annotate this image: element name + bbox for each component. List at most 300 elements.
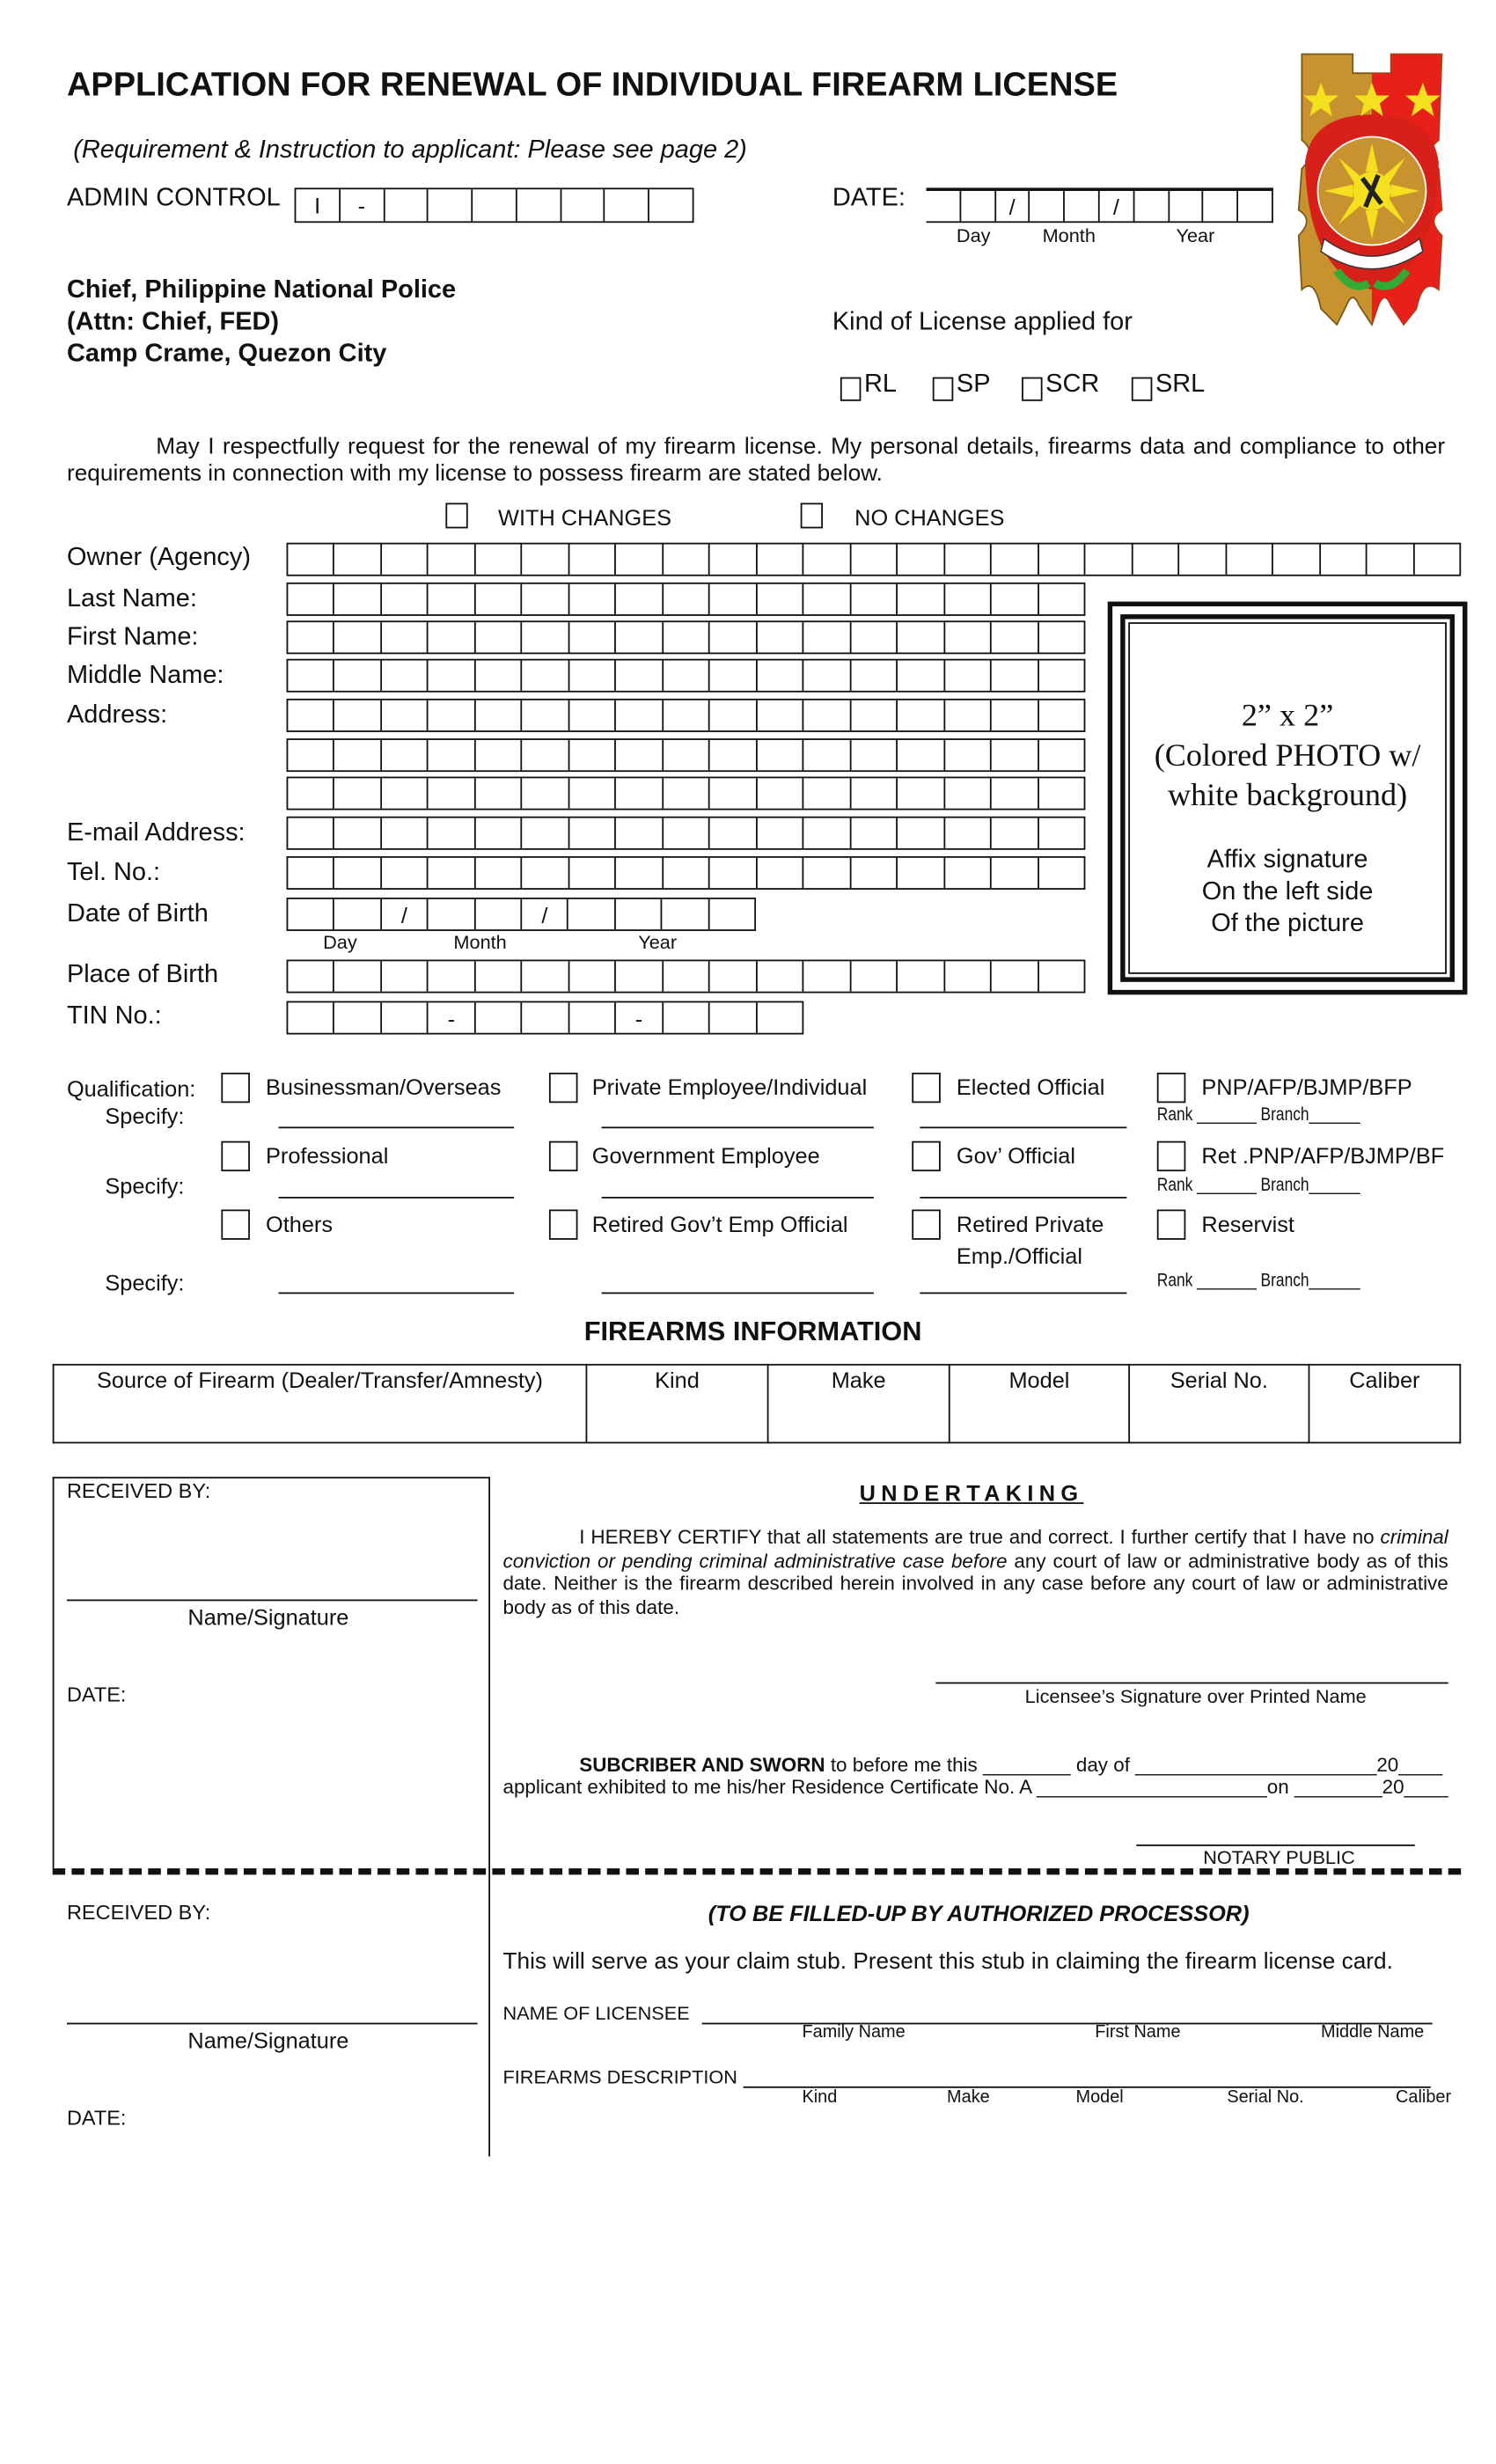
grid-cell[interactable] bbox=[568, 661, 614, 691]
grid-cell[interactable] bbox=[427, 961, 473, 991]
grid-cell[interactable] bbox=[288, 584, 333, 614]
addressee-line-1: Chief, Philippine National Police bbox=[66, 276, 457, 304]
specify-line[interactable] bbox=[278, 1197, 514, 1199]
grid-cell[interactable] bbox=[943, 961, 990, 991]
grid-cell[interactable] bbox=[896, 622, 942, 652]
grid-cell[interactable] bbox=[615, 700, 662, 730]
grid-cell[interactable] bbox=[803, 778, 849, 808]
grid-cell[interactable] bbox=[474, 858, 521, 888]
grid-cell[interactable] bbox=[1225, 545, 1272, 575]
grid-cell[interactable] bbox=[568, 961, 614, 991]
grid-cell[interactable] bbox=[708, 961, 755, 991]
grid-cell[interactable] bbox=[803, 961, 849, 991]
grid-cell[interactable]: I bbox=[314, 192, 321, 218]
grid-cell[interactable] bbox=[896, 858, 942, 888]
col-kind: Kind bbox=[586, 1365, 767, 1443]
grid-cell[interactable] bbox=[943, 622, 990, 652]
grid-cell[interactable] bbox=[380, 961, 427, 991]
grid-cell[interactable] bbox=[943, 778, 990, 808]
grid-cell[interactable] bbox=[990, 740, 1037, 770]
grid-cell[interactable] bbox=[427, 189, 471, 221]
grid-cell[interactable] bbox=[803, 661, 849, 691]
address-field-line-1[interactable] bbox=[287, 699, 1086, 732]
qualification-checkbox[interactable] bbox=[1157, 1209, 1186, 1239]
grid-cell[interactable] bbox=[334, 661, 380, 691]
grid-cell[interactable] bbox=[615, 661, 662, 691]
first-name-field[interactable] bbox=[287, 620, 1086, 654]
grid-cell[interactable] bbox=[897, 545, 943, 575]
grid-cell[interactable] bbox=[1319, 545, 1366, 575]
grid-cell[interactable] bbox=[943, 818, 990, 848]
grid-cell[interactable] bbox=[568, 1002, 614, 1032]
rank-branch-field[interactable]: Rank _______ Branch______ bbox=[1156, 1172, 1360, 1196]
grid-cell[interactable] bbox=[849, 961, 896, 991]
grid-cell[interactable] bbox=[849, 858, 896, 888]
stub-received-by-label: RECEIVED BY: bbox=[66, 1900, 211, 1925]
grid-cell[interactable] bbox=[473, 899, 520, 929]
qualification-option-label: Businessman/Overseas bbox=[266, 1074, 502, 1100]
specify-line[interactable] bbox=[602, 1126, 874, 1128]
addressee-line-3: Camp Crame, Quezon City bbox=[66, 341, 387, 368]
grid-cell[interactable] bbox=[334, 584, 380, 614]
grid-cell[interactable] bbox=[615, 778, 662, 808]
grid-cell[interactable] bbox=[662, 661, 708, 691]
grid-cell[interactable] bbox=[662, 818, 708, 848]
grid-cell[interactable] bbox=[615, 961, 662, 991]
grid-cell[interactable]: - bbox=[427, 1002, 473, 1032]
grid-cell[interactable] bbox=[662, 778, 708, 808]
grid-cell[interactable] bbox=[708, 858, 755, 888]
tel-label: Tel. No.: bbox=[66, 859, 161, 887]
grid-cell[interactable] bbox=[849, 740, 896, 770]
specify-line[interactable] bbox=[920, 1293, 1126, 1294]
email-field[interactable] bbox=[287, 817, 1086, 850]
stub-signature-line[interactable] bbox=[67, 2023, 478, 2025]
grid-cell[interactable] bbox=[1038, 545, 1084, 575]
grid-cell[interactable] bbox=[959, 191, 994, 221]
signature-note-2: On the left side bbox=[1201, 878, 1374, 906]
grid-cell[interactable] bbox=[568, 818, 614, 848]
grid-cell[interactable] bbox=[288, 545, 334, 575]
rl-checkbox[interactable] bbox=[840, 378, 862, 401]
grid-cell[interactable] bbox=[472, 189, 516, 221]
dob-field[interactable] bbox=[287, 898, 757, 931]
grid-cell[interactable] bbox=[427, 858, 473, 888]
grid-cell[interactable] bbox=[990, 858, 1037, 888]
grid-cell[interactable] bbox=[521, 818, 568, 848]
grid-cell[interactable] bbox=[288, 778, 333, 808]
grid-cell[interactable] bbox=[1037, 622, 1083, 652]
grid-cell[interactable] bbox=[1412, 545, 1459, 575]
grid-cell[interactable] bbox=[1037, 740, 1083, 770]
grid-cell[interactable] bbox=[427, 778, 473, 808]
grid-cell[interactable] bbox=[474, 740, 521, 770]
grid-cell[interactable] bbox=[849, 818, 896, 848]
grid-cell[interactable] bbox=[662, 858, 708, 888]
specify-line[interactable] bbox=[278, 1293, 514, 1294]
grid-cell[interactable]: / bbox=[994, 191, 1029, 221]
grid-cell[interactable] bbox=[803, 584, 849, 614]
grid-cell[interactable] bbox=[427, 622, 473, 652]
grid-cell[interactable] bbox=[380, 622, 427, 652]
grid-cell[interactable] bbox=[849, 584, 896, 614]
grid-cell[interactable] bbox=[943, 545, 990, 575]
received-signature-line[interactable] bbox=[67, 1600, 478, 1602]
cut-line bbox=[53, 1868, 1462, 1874]
sworn-line-2: applicant exhibited to me his/her Residence Certificate No. A _____________________on ________20____ bbox=[502, 1776, 1448, 1799]
grid-cell[interactable] bbox=[661, 899, 708, 929]
grid-cell[interactable] bbox=[755, 778, 802, 808]
grid-cell[interactable] bbox=[288, 961, 333, 991]
grid-cell[interactable] bbox=[943, 661, 990, 691]
address-field-line-3[interactable] bbox=[287, 777, 1086, 810]
grid-cell[interactable] bbox=[708, 661, 755, 691]
grid-cell[interactable] bbox=[474, 545, 521, 575]
last-name-field[interactable] bbox=[287, 583, 1086, 616]
grid-cell[interactable] bbox=[1037, 961, 1083, 991]
grid-cell[interactable] bbox=[604, 189, 648, 221]
grid-cell[interactable] bbox=[1037, 661, 1083, 691]
specify-line[interactable] bbox=[278, 1126, 514, 1128]
grid-cell[interactable] bbox=[1178, 545, 1225, 575]
grid-cell[interactable]: / bbox=[520, 899, 567, 929]
grid-cell[interactable] bbox=[288, 858, 333, 888]
grid-cell[interactable] bbox=[1063, 191, 1097, 221]
tin-field[interactable] bbox=[287, 1001, 804, 1035]
grid-cell[interactable] bbox=[427, 899, 473, 929]
undertaking-text-italic: criminal conviction or pending criminal administrative case before bbox=[502, 1526, 1448, 1573]
grid-cell[interactable] bbox=[521, 584, 568, 614]
grid-cell[interactable] bbox=[662, 740, 708, 770]
grid-cell[interactable] bbox=[943, 740, 990, 770]
grid-cell[interactable] bbox=[560, 189, 604, 221]
licensee-signature-line[interactable] bbox=[935, 1683, 1448, 1684]
sp-checkbox[interactable] bbox=[933, 378, 954, 401]
grid-cell[interactable] bbox=[896, 584, 942, 614]
grid-cell[interactable] bbox=[849, 778, 896, 808]
grid-cell[interactable] bbox=[1366, 545, 1412, 575]
grid-cell[interactable] bbox=[755, 740, 802, 770]
qualification-option-label: PNP/AFP/BJMP/BFP bbox=[1201, 1074, 1412, 1100]
grid-cell[interactable] bbox=[943, 700, 990, 730]
grid-cell[interactable] bbox=[615, 818, 662, 848]
grid-cell[interactable] bbox=[568, 740, 614, 770]
grid-cell[interactable] bbox=[334, 622, 380, 652]
grid-cell[interactable] bbox=[896, 778, 942, 808]
date-field[interactable] bbox=[927, 187, 1273, 223]
grid-cell[interactable]: - bbox=[339, 189, 383, 221]
grid-cell[interactable] bbox=[427, 545, 473, 575]
grid-cell[interactable] bbox=[896, 661, 942, 691]
grid-cell[interactable] bbox=[521, 961, 568, 991]
grid-cell[interactable] bbox=[380, 858, 427, 888]
grid-cell[interactable] bbox=[288, 1002, 333, 1032]
grid-cell[interactable] bbox=[334, 858, 380, 888]
grid-cell[interactable] bbox=[474, 661, 521, 691]
qualification-checkbox[interactable] bbox=[549, 1141, 578, 1171]
scr-label: SCR bbox=[1045, 370, 1100, 399]
grid-cell[interactable] bbox=[755, 961, 802, 991]
rank-branch-field[interactable]: Rank _______ Branch______ bbox=[1156, 1103, 1360, 1126]
grid-cell[interactable] bbox=[568, 858, 614, 888]
grid-cell[interactable] bbox=[474, 700, 521, 730]
grid-cell[interactable] bbox=[896, 740, 942, 770]
grid-cell[interactable] bbox=[474, 584, 521, 614]
qualification-option-label: Private Employee/Individual bbox=[591, 1074, 868, 1100]
dob-month-label: Month bbox=[453, 930, 507, 954]
grid-cell[interactable] bbox=[380, 661, 427, 691]
date-day-label: Day bbox=[956, 224, 991, 247]
grid-cell[interactable] bbox=[708, 584, 755, 614]
grid-cell[interactable] bbox=[427, 661, 473, 691]
grid-cell[interactable] bbox=[803, 545, 849, 575]
owner-field[interactable] bbox=[287, 543, 1462, 576]
grid-cell[interactable] bbox=[568, 622, 614, 652]
grid-cell[interactable] bbox=[662, 700, 708, 730]
specify-line[interactable] bbox=[920, 1197, 1126, 1199]
grid-cell[interactable] bbox=[927, 191, 960, 221]
grid-cell[interactable] bbox=[803, 622, 849, 652]
grid-cell[interactable] bbox=[990, 622, 1037, 652]
grid-cell[interactable] bbox=[708, 700, 755, 730]
with-changes-checkbox[interactable] bbox=[445, 502, 467, 528]
grid-cell[interactable] bbox=[896, 700, 942, 730]
grid-cell[interactable] bbox=[1237, 191, 1272, 221]
qualification-checkbox[interactable] bbox=[221, 1209, 250, 1239]
grid-cell[interactable] bbox=[334, 545, 380, 575]
grid-cell[interactable] bbox=[849, 545, 896, 575]
grid-cell[interactable] bbox=[427, 740, 473, 770]
rl-label: RL bbox=[864, 370, 898, 399]
specify-line[interactable] bbox=[602, 1293, 874, 1294]
qualification-checkbox[interactable] bbox=[221, 1141, 250, 1171]
grid-cell[interactable] bbox=[990, 545, 1037, 575]
grid-cell[interactable] bbox=[288, 740, 333, 770]
grid-cell[interactable] bbox=[649, 189, 693, 221]
grid-cell[interactable] bbox=[334, 778, 380, 808]
grid-cell[interactable] bbox=[615, 622, 662, 652]
qualification-option-label: Government Employee bbox=[591, 1142, 820, 1169]
grid-cell[interactable] bbox=[380, 1002, 427, 1032]
grid-cell[interactable] bbox=[755, 700, 802, 730]
grid-cell[interactable] bbox=[708, 778, 755, 808]
grid-cell[interactable] bbox=[521, 1002, 568, 1032]
qualification-checkbox[interactable] bbox=[912, 1209, 941, 1239]
grid-cell[interactable] bbox=[474, 1002, 521, 1032]
col-model: Model bbox=[950, 1365, 1129, 1443]
grid-cell[interactable] bbox=[380, 778, 427, 808]
section-divider bbox=[488, 1477, 490, 2156]
qualification-checkbox[interactable] bbox=[912, 1073, 941, 1103]
grid-cell[interactable] bbox=[380, 545, 427, 575]
grid-cell[interactable] bbox=[521, 858, 568, 888]
grid-cell[interactable] bbox=[1037, 818, 1083, 848]
grid-cell[interactable] bbox=[708, 818, 755, 848]
grid-cell[interactable] bbox=[288, 818, 333, 848]
grid-cell[interactable] bbox=[708, 545, 755, 575]
grid-cell[interactable] bbox=[568, 700, 614, 730]
grid-cell[interactable] bbox=[708, 622, 755, 652]
grid-cell[interactable] bbox=[708, 1002, 755, 1032]
grid-cell[interactable] bbox=[990, 778, 1037, 808]
specify-label-3: Specify: bbox=[105, 1270, 185, 1296]
qualification-option-label: Reservist bbox=[1201, 1211, 1294, 1237]
grid-cell[interactable] bbox=[380, 700, 427, 730]
grid-cell[interactable] bbox=[380, 818, 427, 848]
grid-cell[interactable]: / bbox=[1098, 191, 1133, 221]
address-field-line-2[interactable] bbox=[287, 738, 1086, 772]
grid-cell[interactable] bbox=[1029, 191, 1063, 221]
grid-cell[interactable] bbox=[896, 961, 942, 991]
grid-cell[interactable]: - bbox=[614, 1002, 661, 1032]
grid-cell[interactable] bbox=[803, 740, 849, 770]
grid-cell[interactable] bbox=[990, 661, 1037, 691]
admin-control-label: ADMIN CONTROL bbox=[66, 184, 281, 212]
grid-cell[interactable] bbox=[943, 584, 990, 614]
grid-cell[interactable] bbox=[615, 740, 662, 770]
qualification-checkbox[interactable] bbox=[912, 1141, 941, 1171]
grid-cell[interactable] bbox=[521, 740, 568, 770]
middle-name-field[interactable] bbox=[287, 659, 1086, 693]
grid-cell[interactable] bbox=[380, 584, 427, 614]
grid-cell[interactable] bbox=[614, 899, 661, 929]
grid-cell[interactable] bbox=[755, 818, 802, 848]
grid-cell[interactable] bbox=[568, 545, 614, 575]
grid-cell[interactable] bbox=[474, 778, 521, 808]
grid-cell[interactable] bbox=[755, 584, 802, 614]
grid-cell[interactable] bbox=[1131, 545, 1177, 575]
grid-cell[interactable] bbox=[756, 545, 803, 575]
grid-cell[interactable] bbox=[334, 961, 380, 991]
grid-cell[interactable] bbox=[521, 778, 568, 808]
grid-cell[interactable] bbox=[662, 961, 708, 991]
tel-field[interactable] bbox=[287, 856, 1086, 890]
grid-cell[interactable] bbox=[288, 700, 333, 730]
grid-cell[interactable] bbox=[615, 545, 662, 575]
grid-cell[interactable] bbox=[427, 584, 473, 614]
grid-cell[interactable] bbox=[288, 661, 333, 691]
undertaking-paragraph bbox=[502, 1526, 1448, 1619]
grid-cell[interactable]: / bbox=[380, 899, 427, 929]
licensee-signature-caption: Licensee’s Signature over Printed Name bbox=[1024, 1685, 1367, 1708]
specify-line[interactable] bbox=[920, 1126, 1126, 1128]
grid-cell[interactable] bbox=[334, 740, 380, 770]
srl-checkbox[interactable] bbox=[1132, 378, 1153, 401]
grid-cell[interactable] bbox=[1037, 778, 1083, 808]
grid-cell[interactable] bbox=[803, 700, 849, 730]
stub-date-label: DATE: bbox=[66, 2105, 127, 2130]
grid-cell[interactable] bbox=[521, 545, 568, 575]
grid-cell[interactable] bbox=[568, 584, 614, 614]
specify-line[interactable] bbox=[602, 1197, 874, 1199]
grid-cell[interactable] bbox=[662, 545, 708, 575]
sworn-line-1 bbox=[502, 1754, 1442, 1776]
grid-cell[interactable] bbox=[1037, 584, 1083, 614]
grid-cell[interactable] bbox=[615, 858, 662, 888]
grid-cell[interactable] bbox=[662, 622, 708, 652]
grid-cell[interactable] bbox=[1202, 191, 1236, 221]
grid-cell[interactable] bbox=[615, 584, 662, 614]
qualification-checkbox[interactable] bbox=[221, 1073, 250, 1103]
grid-cell[interactable] bbox=[521, 661, 568, 691]
stub-note: This will serve as your claim stub. Present this stub in claiming the firearm license card. bbox=[502, 1949, 1393, 1976]
grid-cell[interactable] bbox=[474, 961, 521, 991]
photo-size: 2” x 2” bbox=[1241, 698, 1334, 734]
grid-cell[interactable] bbox=[288, 622, 333, 652]
grid-cell[interactable] bbox=[1168, 191, 1202, 221]
grid-cell[interactable] bbox=[708, 899, 754, 929]
grid-cell[interactable] bbox=[380, 740, 427, 770]
grid-cell[interactable] bbox=[803, 858, 849, 888]
photo-line-2: white background) bbox=[1167, 778, 1408, 814]
grid-cell[interactable] bbox=[849, 700, 896, 730]
grid-cell[interactable] bbox=[334, 818, 380, 848]
grid-cell[interactable] bbox=[755, 1002, 802, 1032]
grid-cell[interactable] bbox=[755, 661, 802, 691]
grid-cell[interactable] bbox=[755, 622, 802, 652]
grid-cell[interactable] bbox=[1272, 545, 1318, 575]
grid-cell[interactable] bbox=[474, 622, 521, 652]
grid-cell[interactable] bbox=[708, 740, 755, 770]
qualification-label: Qualification: bbox=[66, 1075, 196, 1102]
rank-branch-field[interactable]: Rank _______ Branch______ bbox=[1156, 1268, 1360, 1291]
grid-cell[interactable] bbox=[943, 858, 990, 888]
pob-field[interactable] bbox=[287, 960, 1086, 994]
sp-label: SP bbox=[956, 370, 991, 399]
grid-cell[interactable] bbox=[662, 1002, 708, 1032]
qualification-checkbox[interactable] bbox=[549, 1073, 578, 1103]
qualification-checkbox[interactable] bbox=[549, 1209, 578, 1239]
address-label: Address: bbox=[66, 701, 168, 730]
qualification-checkbox[interactable] bbox=[1157, 1073, 1186, 1103]
grid-cell[interactable] bbox=[288, 899, 333, 929]
qualification-checkbox[interactable] bbox=[1157, 1141, 1186, 1171]
grid-cell[interactable] bbox=[568, 899, 614, 929]
grid-cell[interactable] bbox=[334, 1002, 380, 1032]
scr-checkbox[interactable] bbox=[1022, 378, 1043, 401]
grid-cell[interactable] bbox=[990, 584, 1037, 614]
grid-cell[interactable] bbox=[474, 818, 521, 848]
srl-label: SRL bbox=[1155, 370, 1206, 399]
grid-cell[interactable] bbox=[755, 858, 802, 888]
grid-cell[interactable] bbox=[427, 700, 473, 730]
grid-cell[interactable] bbox=[990, 818, 1037, 848]
grid-cell[interactable] bbox=[803, 818, 849, 848]
grid-cell[interactable] bbox=[1133, 191, 1167, 221]
grid-cell[interactable] bbox=[1037, 700, 1083, 730]
grid-cell[interactable] bbox=[427, 818, 473, 848]
grid-cell[interactable] bbox=[896, 818, 942, 848]
admin-control-field[interactable] bbox=[295, 187, 694, 223]
grid-cell[interactable] bbox=[662, 584, 708, 614]
grid-cell[interactable] bbox=[990, 961, 1037, 991]
grid-cell[interactable] bbox=[516, 189, 560, 221]
grid-cell[interactable] bbox=[1084, 545, 1131, 575]
grid-cell[interactable] bbox=[990, 700, 1037, 730]
grid-cell[interactable] bbox=[334, 700, 380, 730]
no-changes-checkbox[interactable] bbox=[801, 502, 823, 528]
grid-cell[interactable] bbox=[383, 189, 427, 221]
grid-cell[interactable] bbox=[334, 899, 380, 929]
grid-cell[interactable] bbox=[1037, 858, 1083, 888]
grid-cell[interactable] bbox=[521, 622, 568, 652]
signature-note-1: Affix signature bbox=[1206, 847, 1368, 874]
grid-cell[interactable] bbox=[568, 778, 614, 808]
grid-cell[interactable] bbox=[849, 661, 896, 691]
grid-cell[interactable] bbox=[521, 700, 568, 730]
grid-cell[interactable] bbox=[849, 622, 896, 652]
firearms-description-label: FIREARMS DESCRIPTION bbox=[502, 2065, 737, 2088]
